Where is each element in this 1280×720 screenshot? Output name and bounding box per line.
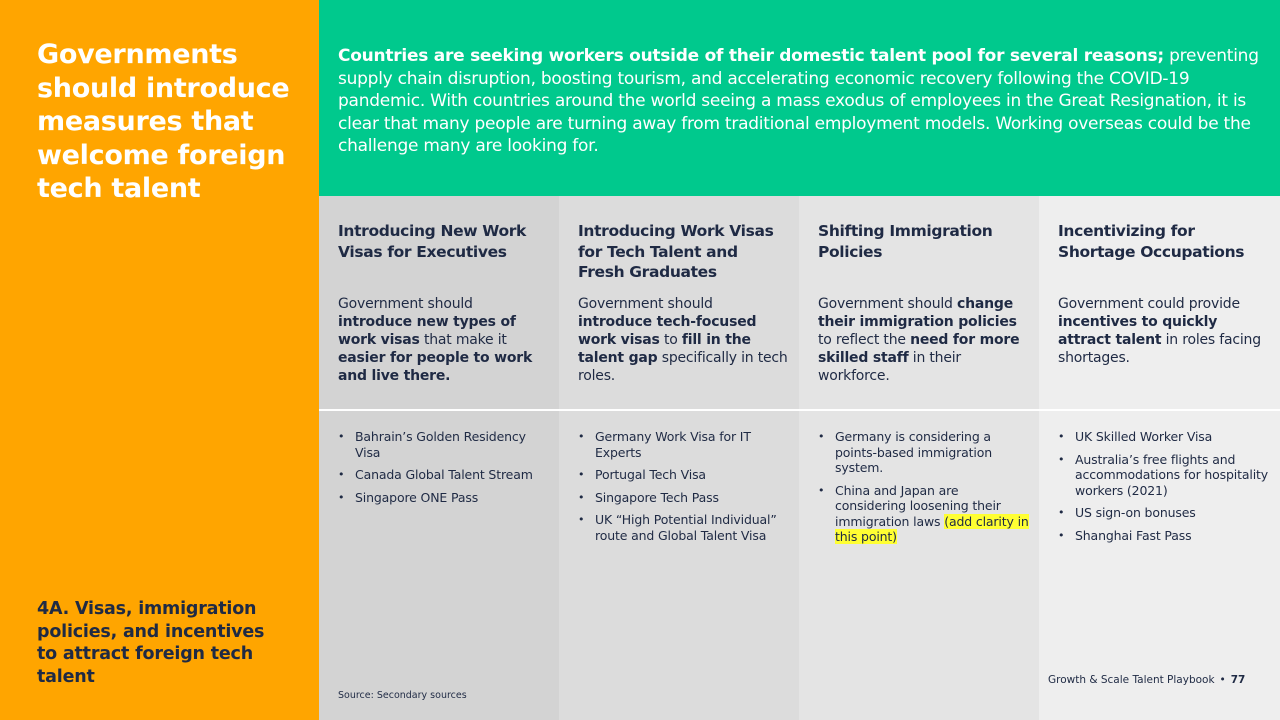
list-item: • Singapore ONE Pass — [338, 490, 550, 506]
footer-separator: • — [1219, 674, 1226, 686]
list-item: • Germany is considering a points-based immigration system. — [818, 429, 1030, 476]
list-item: • US sign-on bonuses — [1058, 505, 1270, 521]
list-item: • Germany Work Visa for IT Experts — [578, 429, 790, 460]
column-body — [1058, 295, 1270, 367]
list-item: • Shanghai Fast Pass — [1058, 528, 1270, 544]
list-item: • UK “High Potential Individual” route and Global Talent Visa — [578, 512, 790, 543]
column-body — [338, 295, 550, 385]
body-emphasis: introduce tech-focused work visas — [578, 314, 757, 348]
body-emphasis: change their immigration policies — [818, 296, 1017, 330]
section-divider — [319, 409, 1280, 411]
column-body — [818, 295, 1030, 385]
column-heading: Incentivizing for Shortage Occupations — [1058, 222, 1245, 261]
body-emphasis: introduce new types of work visas — [338, 314, 516, 348]
body-text: Government should — [578, 296, 713, 312]
body-text: in their workforce. — [818, 350, 961, 384]
column-executive-visas — [319, 196, 559, 720]
body-emphasis: incentives to quickly attract talent — [1058, 314, 1218, 348]
source-note: Source: Secondary sources — [338, 690, 467, 701]
body-emphasis: easier for people to work and live there. — [338, 350, 533, 384]
body-emphasis: need for more skilled staff — [818, 332, 1020, 366]
highlighted-comment: (add clarity in this point) — [835, 513, 1029, 544]
page-number: 77 — [1230, 674, 1246, 686]
body-text: that make it — [419, 332, 507, 348]
body-text: to reflect the — [818, 332, 911, 348]
examples-list — [1058, 429, 1270, 550]
column-immigration-policies — [799, 196, 1039, 720]
sidebar-panel — [0, 0, 319, 720]
examples-list — [578, 429, 790, 550]
list-item: • Portugal Tech Visa — [578, 467, 790, 483]
page-title: Governments should introduce measures that welcome foreign tech talent — [37, 39, 290, 204]
column-heading: Introducing New Work Visas for Executives — [338, 222, 527, 261]
body-emphasis: fill in the talent gap — [578, 332, 751, 366]
intro-rest: preventing supply chain disruption, boosting tourism, and accelerating economic recovery following the COVID-19 pandemic. With countries around the world seeing a mass exodus of employees in the Great Resignation, it is clear that many people are turning away from traditional employment models. Working overseas could be the challenge many are looking for. — [338, 46, 1259, 157]
examples-list — [818, 429, 1030, 552]
list-item: • Canada Global Talent Stream — [338, 467, 550, 483]
list-item: • Bahrain’s Golden Residency Visa — [338, 429, 550, 460]
column-tech-visas — [559, 196, 799, 720]
intro-banner — [319, 0, 1280, 196]
intro-text — [338, 45, 1268, 158]
body-text: Government should — [818, 296, 957, 312]
column-heading: Introducing Work Visas for Tech Talent and Fresh Graduates — [578, 222, 774, 281]
list-item: • UK Skilled Worker Visa — [1058, 429, 1270, 445]
list-item: • Singapore Tech Pass — [578, 490, 790, 506]
intro-lead: Countries are seeking workers outside of their domestic talent pool for several reasons; — [338, 46, 1164, 66]
body-text: to — [659, 332, 682, 348]
body-text: in roles facing shortages. — [1058, 332, 1261, 366]
body-text: Government should — [338, 296, 473, 312]
examples-list — [338, 429, 550, 512]
body-text: specifically in tech roles. — [578, 350, 788, 384]
page-footer — [1048, 674, 1248, 686]
list-item: • Australia’s free flights and accommodations for hospitality workers (2021) — [1058, 452, 1270, 499]
list-item — [818, 483, 1030, 545]
section-label: 4A. Visas, immigration policies, and incentives to attract foreign tech talent — [37, 599, 265, 687]
column-body — [578, 295, 790, 385]
footer-label: Growth & Scale Talent Playbook — [1048, 674, 1215, 686]
body-text: Government could provide — [1058, 296, 1240, 312]
column-shortage-incentives — [1039, 196, 1280, 720]
column-heading: Shifting Immigration Policies — [818, 222, 993, 261]
list-item-text: China and Japan are considering loosening their immigration laws — [835, 482, 1001, 529]
